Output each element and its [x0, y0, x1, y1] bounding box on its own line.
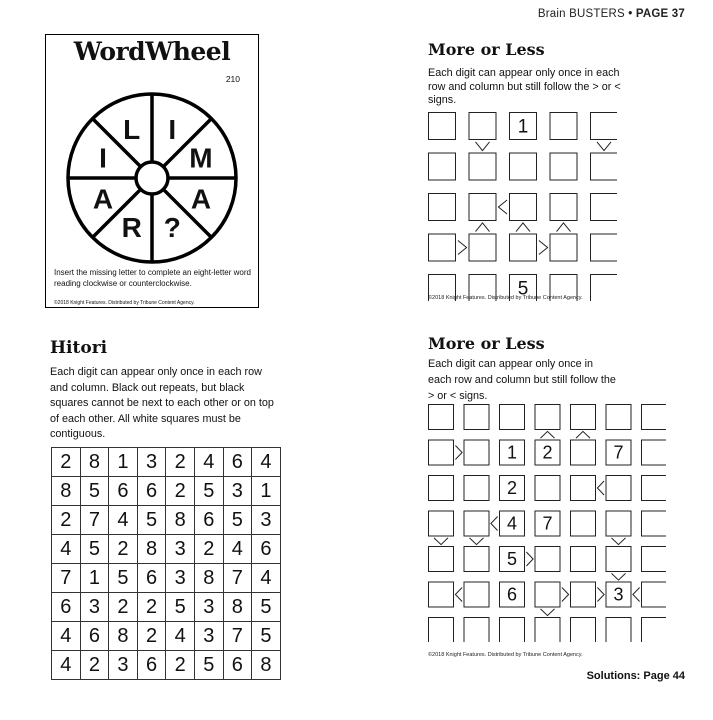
grid-cell[interactable]	[591, 234, 618, 261]
hitori-cell[interactable]: 4	[223, 535, 252, 564]
mol2-instructions: Each digit can appear only once in each row and column but still follow the > or < signs.	[428, 358, 616, 402]
hitori-row	[52, 651, 281, 680]
hitori-cell[interactable]: 5	[252, 622, 281, 651]
given-digit: 5	[517, 278, 529, 300]
hitori-row	[52, 477, 281, 506]
hitori-cell[interactable]: 8	[109, 622, 138, 651]
given-digit: 2	[506, 477, 518, 498]
hitori-cell[interactable]: 8	[194, 564, 223, 593]
grid-cell[interactable]	[550, 194, 577, 221]
solutions-reference: Solutions: Page 44	[586, 670, 685, 682]
grid-cell[interactable]	[571, 440, 596, 465]
given-digit: 4	[506, 513, 518, 534]
given-digit: 1	[506, 442, 518, 463]
hitori-cell[interactable]: 2	[80, 651, 109, 680]
comparison-sign	[539, 241, 548, 255]
grid-cell[interactable]	[642, 476, 667, 501]
hitori-cell[interactable]: 3	[194, 622, 223, 651]
hitori-cell[interactable]: 4	[166, 622, 195, 651]
hitori-cell[interactable]: 6	[223, 448, 252, 477]
hitori-cell[interactable]: 3	[166, 564, 195, 593]
mol2-grid	[428, 404, 668, 650]
grid-cell[interactable]	[469, 234, 496, 261]
mol1-instructions: Each digit can appear only once in each row and column but still follow the > or < signs.	[428, 67, 621, 106]
hitori-cell[interactable]: 2	[194, 535, 223, 564]
grid-cell[interactable]	[550, 153, 577, 180]
wordwheel-title: WordWheel	[73, 37, 231, 66]
wheel-letter: A	[92, 183, 114, 215]
grid-cell[interactable]	[535, 618, 560, 643]
comparison-sign	[434, 538, 448, 545]
given-digit: 5	[506, 548, 518, 569]
hitori-cell[interactable]: 4	[252, 564, 281, 593]
mol1-title: More or Less	[428, 40, 545, 59]
header-separator: •	[628, 8, 633, 20]
grid-cell[interactable]	[429, 234, 456, 261]
hitori-cell[interactable]: 2	[166, 448, 195, 477]
comparison-sign	[541, 609, 555, 616]
hitori-cell[interactable]: 5	[194, 477, 223, 506]
grid-cell[interactable]	[469, 153, 496, 180]
comparison-sign	[476, 223, 490, 232]
hitori-cell[interactable]: 2	[109, 535, 138, 564]
grid-cell[interactable]	[606, 511, 631, 536]
hitori-cell[interactable]: 3	[223, 477, 252, 506]
hitori-cell[interactable]: 6	[109, 477, 138, 506]
hitori-cell[interactable]: 6	[80, 622, 109, 651]
comparison-sign	[557, 223, 571, 232]
grid-cell[interactable]	[642, 618, 667, 643]
mol2-copyright: ©2018 Knight Features. Distributed by Tribune Content Agency.	[428, 652, 583, 658]
grid-cell[interactable]	[591, 153, 618, 180]
grid-cell[interactable]	[571, 582, 596, 607]
grid-cell[interactable]	[550, 113, 577, 140]
hitori-cell[interactable]: 5	[252, 593, 281, 622]
hitori-cell[interactable]: 6	[137, 564, 166, 593]
comparison-sign	[458, 241, 467, 255]
hitori-cell[interactable]: 8	[80, 448, 109, 477]
hitori-cell[interactable]: 4	[52, 622, 81, 651]
hitori-cell[interactable]: 3	[194, 593, 223, 622]
grid-cell[interactable]	[429, 113, 456, 140]
mol1-copyright: ©2018 Knight Features. Distributed by Tribune Content Agency.	[428, 295, 583, 301]
grid-cell[interactable]	[642, 547, 667, 572]
hitori-cell[interactable]: 3	[109, 651, 138, 680]
grid-cell[interactable]	[550, 234, 577, 261]
grid-cell[interactable]	[500, 405, 525, 430]
grid-cell[interactable]	[535, 476, 560, 501]
comparison-sign	[576, 431, 590, 438]
hitori-cell[interactable]: 1	[80, 564, 109, 593]
hitori-cell[interactable]: 5	[194, 651, 223, 680]
hitori-cell[interactable]: 5	[137, 506, 166, 535]
hitori-cell[interactable]: 3	[80, 593, 109, 622]
comparison-sign	[562, 588, 569, 602]
section-name: Brain BUSTERS	[537, 8, 625, 20]
comparison-sign	[597, 142, 611, 151]
hitori-cell[interactable]: 6	[223, 651, 252, 680]
grid-cell[interactable]	[535, 582, 560, 607]
hitori-cell[interactable]: 4	[194, 448, 223, 477]
grid-cell[interactable]	[642, 582, 667, 607]
grid-cell[interactable]	[535, 405, 560, 430]
wheel-letter: ?	[163, 211, 181, 243]
wordwheel-number: 210	[225, 74, 240, 84]
hitori-cell[interactable]: 2	[137, 593, 166, 622]
grid-cell[interactable]	[510, 153, 537, 180]
comparison-sign	[491, 517, 498, 531]
grid-cell[interactable]	[464, 405, 489, 430]
hitori-cell[interactable]: 4	[52, 651, 81, 680]
hitori-cell[interactable]: 4	[52, 535, 81, 564]
grid-cell[interactable]	[642, 405, 667, 430]
grid-cell[interactable]	[469, 194, 496, 221]
grid-cell[interactable]	[429, 194, 456, 221]
hitori-instructions: Each digit can appear only once in each row and column. Black out repeats, but black squares cannot be next to each other or on top of each other. All white squares must be contiguous.	[50, 366, 274, 440]
grid-cell[interactable]	[571, 405, 596, 430]
grid-cell[interactable]	[642, 511, 667, 536]
wordwheel-copyright: ©2018 Knight Features. Distributed by Tribune Content Agency.	[54, 300, 195, 306]
grid-cell[interactable]	[429, 153, 456, 180]
hitori-cell[interactable]: 8	[166, 506, 195, 535]
grid-cell[interactable]	[571, 511, 596, 536]
page-number: PAGE 37	[635, 8, 685, 20]
hitori-cell[interactable]: 5	[80, 477, 109, 506]
grid-cell[interactable]	[591, 194, 618, 221]
mol2-title: More or Less	[428, 334, 545, 353]
wheel-letter: M	[189, 142, 213, 174]
page-header	[538, 8, 685, 20]
hitori-cell[interactable]: 8	[252, 651, 281, 680]
hitori-row	[52, 535, 281, 564]
wordwheel-puzzle	[45, 34, 259, 308]
hitori-cell[interactable]: 4	[252, 448, 281, 477]
comparison-sign	[597, 588, 604, 602]
grid-cell[interactable]	[571, 476, 596, 501]
hitori-cell[interactable]: 1	[252, 477, 281, 506]
grid-cell[interactable]	[429, 440, 454, 465]
grid-cell[interactable]	[591, 275, 618, 302]
hitori-cell[interactable]: 3	[166, 535, 195, 564]
wheel-letter: R	[121, 211, 142, 243]
hitori-cell[interactable]: 6	[252, 535, 281, 564]
wheel-letter: A	[190, 183, 212, 215]
given-digit: 2	[542, 442, 553, 463]
grid-cell[interactable]	[429, 547, 454, 572]
more-or-less-grid-svg	[428, 404, 666, 642]
wheel-letter: I	[168, 114, 177, 146]
hitori-cell[interactable]: 7	[223, 622, 252, 651]
comparison-sign	[612, 573, 626, 580]
hitori-cell[interactable]: 3	[252, 506, 281, 535]
hitori-cell[interactable]: 5	[166, 593, 195, 622]
hitori-cell[interactable]: 5	[223, 506, 252, 535]
grid-cell[interactable]	[464, 476, 489, 501]
grid-cell[interactable]	[571, 547, 596, 572]
grid-cell[interactable]	[535, 547, 560, 572]
hitori-cell[interactable]: 8	[137, 535, 166, 564]
hitori-cell[interactable]: 2	[52, 448, 81, 477]
grid-cell[interactable]	[606, 476, 631, 501]
hitori-cell[interactable]: 8	[223, 593, 252, 622]
hitori-row	[52, 622, 281, 651]
hitori-title: Hitori	[50, 338, 108, 358]
hitori-cell[interactable]: 5	[80, 535, 109, 564]
hitori-grid	[51, 447, 281, 680]
grid-cell[interactable]	[606, 618, 631, 643]
given-digit: 7	[613, 442, 624, 463]
hitori-row	[52, 506, 281, 535]
grid-cell[interactable]	[469, 113, 496, 140]
wheel-letter: I	[99, 142, 107, 174]
hitori-row	[52, 593, 281, 622]
hitori-cell[interactable]: 2	[52, 506, 81, 535]
wordwheel-diagram	[55, 92, 249, 264]
hitori-cell[interactable]: 1	[109, 448, 138, 477]
grid-cell[interactable]	[429, 476, 454, 501]
hitori-cell[interactable]: 6	[194, 506, 223, 535]
comparison-sign	[633, 588, 640, 602]
grid-cell[interactable]	[606, 405, 631, 430]
grid-cell[interactable]	[429, 511, 454, 536]
grid-cell[interactable]	[464, 511, 489, 536]
comparison-sign	[516, 223, 530, 232]
comparison-sign	[612, 538, 626, 545]
hitori-row	[52, 564, 281, 593]
given-digit: 3	[613, 584, 624, 605]
hitori-cell[interactable]: 7	[223, 564, 252, 593]
wordwheel-instructions: Insert the missing letter to complete an eight-letter word reading clockwise or counterclockwise.	[54, 268, 251, 288]
given-digit: 6	[506, 584, 518, 605]
wheel-letter: L	[123, 114, 141, 146]
hitori-cell[interactable]: 5	[109, 564, 138, 593]
comparison-sign	[455, 446, 462, 460]
hitori-cell[interactable]: 2	[109, 593, 138, 622]
hitori-cell[interactable]: 6	[137, 477, 166, 506]
hitori-cell[interactable]: 6	[137, 651, 166, 680]
hitori-cell[interactable]: 2	[166, 651, 195, 680]
grid-cell[interactable]	[510, 194, 537, 221]
hitori-cell[interactable]: 7	[80, 506, 109, 535]
grid-cell[interactable]	[642, 440, 667, 465]
comparison-sign	[470, 538, 484, 545]
given-digit: 1	[517, 116, 529, 138]
comparison-sign	[498, 200, 507, 214]
wheel-hub	[136, 162, 168, 194]
grid-cell[interactable]	[429, 582, 454, 607]
comparison-sign	[526, 552, 533, 566]
hitori-cell[interactable]: 2	[137, 622, 166, 651]
grid-cell[interactable]	[510, 234, 537, 261]
hitori-cell[interactable]: 4	[109, 506, 138, 535]
grid-cell[interactable]	[464, 547, 489, 572]
grid-cell[interactable]	[429, 618, 454, 643]
comparison-sign	[597, 481, 604, 495]
given-digit: 7	[542, 513, 553, 534]
grid-cell[interactable]	[464, 582, 489, 607]
comparison-sign	[476, 142, 490, 151]
grid-cell[interactable]	[464, 618, 489, 643]
grid-cell[interactable]	[429, 405, 454, 430]
grid-cell[interactable]	[500, 618, 525, 643]
hitori-cell[interactable]: 2	[166, 477, 195, 506]
comparison-sign	[541, 431, 555, 438]
grid-cell[interactable]	[571, 618, 596, 643]
hitori-row	[52, 448, 281, 477]
grid-cell[interactable]	[606, 547, 631, 572]
comparison-sign	[455, 588, 462, 602]
grid-cell[interactable]	[464, 440, 489, 465]
hitori-cell[interactable]: 3	[137, 448, 166, 477]
hitori-cell[interactable]: 8	[52, 477, 81, 506]
hitori-cell[interactable]: 6	[52, 593, 81, 622]
hitori-cell[interactable]: 7	[52, 564, 81, 593]
grid-cell[interactable]	[591, 113, 618, 140]
more-or-less-grid-svg	[428, 112, 617, 301]
